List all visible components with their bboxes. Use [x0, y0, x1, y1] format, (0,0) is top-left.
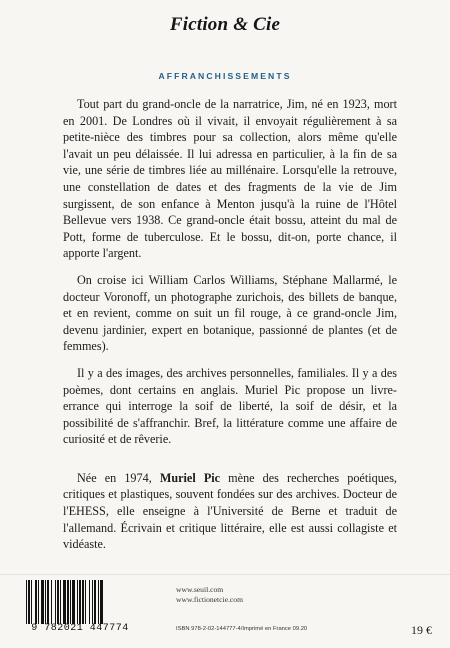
- bio-intro: Née en 1974,: [77, 470, 160, 485]
- price: 19 €: [411, 623, 432, 637]
- collection-url: www.fictionetcie.com: [176, 595, 243, 604]
- footer-divider: [0, 574, 450, 575]
- barcode-bar: [67, 580, 69, 624]
- collection-title: Fiction & Cie: [169, 14, 281, 35]
- website-links: [176, 585, 243, 605]
- barcode-bar: [79, 580, 81, 624]
- barcode-bar: [82, 580, 84, 624]
- barcode-bar: [38, 580, 39, 624]
- barcode-bar: [45, 580, 46, 624]
- barcode-bar: [98, 580, 99, 624]
- barcode-bar: [60, 580, 61, 624]
- blurb-paragraph: On croise ici William Carlos Williams, Stéphane Mallarmé, le docteur Voronoff, un photographe zurichois, des billets de banque, et en revient, comme on suit un fil rouge, à ce grand-oncle Jim, devenu jardinier, expert en botanique, passionné de plantes (et de femmes).: [63, 272, 397, 354]
- barcode-bar: [100, 580, 103, 624]
- barcode-bar: [72, 580, 75, 624]
- barcode-bar: [41, 580, 44, 624]
- author-name: Muriel Pic: [159, 470, 221, 485]
- barcode-bar: [57, 580, 59, 624]
- barcode-bar: [70, 580, 71, 624]
- isbn-print-line: ISBN 978-2-02-144777-4/Imprimé en France 09.20: [176, 626, 308, 632]
- blurb: [63, 96, 397, 563]
- publisher-url: www.seuil.com: [176, 585, 224, 594]
- barcode-bar: [92, 580, 93, 624]
- barcode-bar: [31, 580, 32, 624]
- barcode-bar: [55, 580, 56, 624]
- barcode-bar: [63, 580, 66, 624]
- barcode: [26, 580, 140, 624]
- bio-text: mène des recherches poétiques, critiques et plastiques, souvent fondées sur des archives. Docteur de l'EHESS, elle enseigne à l'Université de Berne et traduit de l'allemand. Écrivain et critique littéraire, elle est aussi collagiste et vidéaste.: [63, 470, 397, 552]
- barcode-block: [18, 580, 142, 640]
- barcode-bar: [85, 580, 86, 624]
- barcode-bar: [35, 580, 37, 624]
- barcode-bar: [28, 580, 30, 624]
- blurb-paragraph: Il y a des images, des archives personnelles, familiales. Il y a des poèmes, dont certains en anglais. Muriel Pic propose un livre-errance qui interroge la soif de liberté, la soif de désir, et la possibilité de s'affranchir. Bref, la littérature comme une affaire de curiosité et de rêverie.: [63, 365, 397, 447]
- barcode-bar: [94, 580, 96, 624]
- barcode-bar: [51, 580, 52, 624]
- book-title: AFFRANCHISSEMENTS: [158, 71, 292, 81]
- barcode-bar: [89, 580, 90, 624]
- barcode-bar: [77, 580, 78, 624]
- author-bio: [63, 470, 397, 553]
- barcode-bar: [47, 580, 49, 624]
- blurb-paragraph: Tout part du grand-oncle de la narratrice, Jim, né en 1923, mort en 2001. De Londres où il vivait, il envoyait régulièrement à sa petite-nièce des timbres pour sa collection, alors même qu'elle l'avait un peu délaissée. Il lui adressa en particulier, à la fin de sa vie, une série de timbres liée au millénaire. Lorsqu'elle la retrouve, une constellation de dates et des fragments de la vie de Jim surgissent, de son enfance à Menton jusqu'à la ruine de l'Hôtel Bellevue vers 1938. Ce grand-oncle était bossu, atteint du mal de Pott, forme de tuberculose. Et le bossu, dit-on, porte chance, il apporte l'argent.: [63, 97, 397, 261]
- barcode-bar: [26, 580, 27, 624]
- barcode-digits: 9 782021 447774: [31, 623, 129, 634]
